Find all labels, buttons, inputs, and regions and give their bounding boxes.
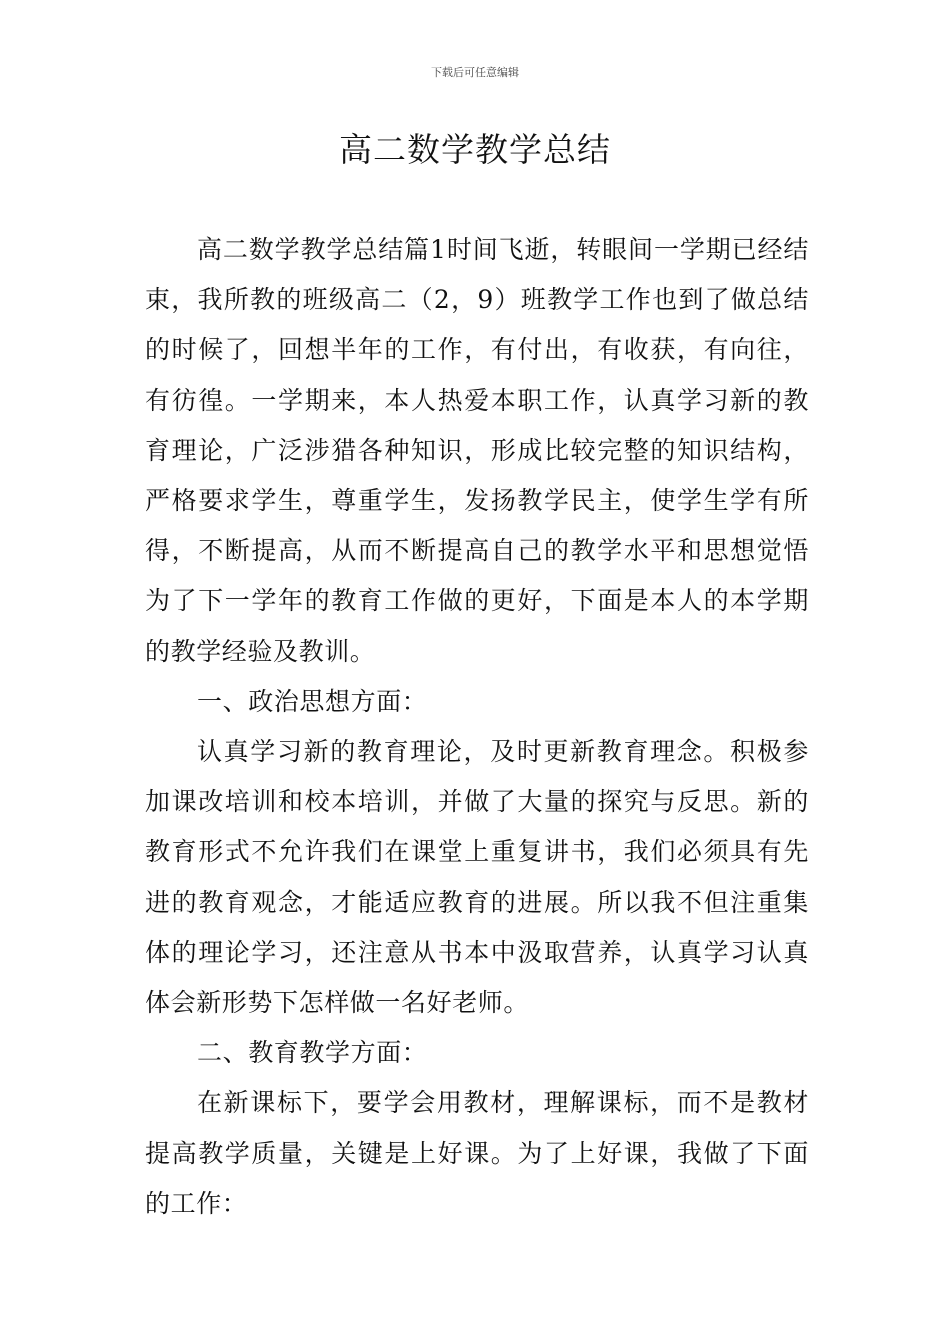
intro-paragraph: 高二数学教学总结篇1时间飞逝，转眼间一学期已经结束，我所教的班级高二（2，9）班教学工作也到了做总结的时候了，回想半年的工作，有付出，有收获，有向往，有彷徨。一学期来，本人热爱本职工作，认真学习新的教育理论，广泛涉猎各种知识，形成比较完整的知识结构，严格要求学生，尊重学生，发扬教学民主，使学生学有所得，不断提高，从而不断提高自己的教学水平和思想觉悟为了下一学年的教育工作做的更好，下面是本人的本学期的教学经验及教训。 — [145, 235, 809, 666]
section-heading-teaching: 二、教育教学方面： — [197, 1038, 428, 1068]
section-heading-political: 一、政治思想方面： — [197, 686, 428, 716]
document-title: 高二数学教学总结 — [339, 130, 611, 169]
header-note: 下载后可任意编辑 — [431, 66, 519, 79]
document-body — [145, 225, 809, 1229]
political-paragraph: 认真学习新的教育理论，及时更新教育理念。积极参加课改培训和校本培训，并做了大量的探究与反思。新的教育形式不允许我们在课堂上重复讲书，我们必须具有先进的教育观念，才能适应教育的进展。所以我不但注重集体的理论学习，还注意从书本中汲取营养，认真学习认真体会新形势下怎样做一名好老师。 — [145, 737, 809, 1018]
teaching-paragraph: 在新课标下，要学会用教材，理解课标，而不是教材提高教学质量，关键是上好课。为了上好课，我做了下面的工作： — [145, 1088, 809, 1218]
